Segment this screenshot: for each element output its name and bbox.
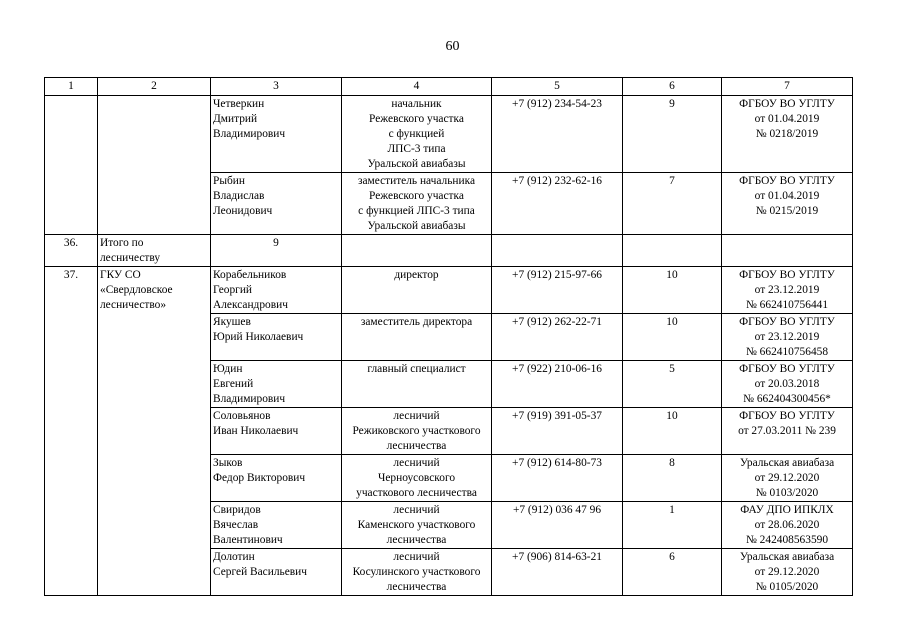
table-row xyxy=(45,96,853,173)
phone-cell: +7 (912) 232-62-16 xyxy=(492,173,623,235)
position-cell: лесничий Косулинского участкового лесничества xyxy=(342,549,492,596)
col-number-4: 4 xyxy=(342,78,492,96)
organization-cell: Итого по лесничеству xyxy=(98,235,211,267)
position-cell: заместитель начальника Режевского участка с функцией ЛПС-3 типа Уральской авиабазы xyxy=(342,173,492,235)
person-name-cell: Долотин Сергей Васильевич xyxy=(211,549,342,596)
person-name-cell: Зыков Федор Викторович xyxy=(211,455,342,502)
experience-cell: 9 xyxy=(623,96,722,173)
experience-cell xyxy=(623,235,722,267)
col-number-2: 2 xyxy=(98,78,211,96)
certificate-cell: Уральская авиабаза от 29.12.2020 № 0105/2020 xyxy=(722,549,853,596)
certificate-cell: ФГБОУ ВО УГЛТУ от 20.03.2018 № 662404300456* xyxy=(722,361,853,408)
experience-cell: 6 xyxy=(623,549,722,596)
position-cell: заместитель директора xyxy=(342,314,492,361)
position-cell: главный специалист xyxy=(342,361,492,408)
phone-cell: +7 (906) 814-63-21 xyxy=(492,549,623,596)
experience-cell: 1 xyxy=(623,502,722,549)
position-cell: начальник Режевского участка с функцией ЛПС-3 типа Уральской авиабазы xyxy=(342,96,492,173)
row-number-cell xyxy=(45,96,98,235)
phone-cell xyxy=(492,235,623,267)
certificate-cell: ФГБОУ ВО УГЛТУ от 01.04.2019 № 0218/2019 xyxy=(722,96,853,173)
person-name-cell: Четверкин Дмитрий Владимирович xyxy=(211,96,342,173)
certificate-cell: ФАУ ДПО ИПКЛХ от 28.06.2020 № 242408563590 xyxy=(722,502,853,549)
position-cell: директор xyxy=(342,267,492,314)
person-name-cell: Юдин Евгений Владимирович xyxy=(211,361,342,408)
certificate-cell: ФГБОУ ВО УГЛТУ от 23.12.2019 № 662410756441 xyxy=(722,267,853,314)
certificate-cell xyxy=(722,235,853,267)
position-cell: лесничий Черноусовского участкового лесничества xyxy=(342,455,492,502)
experience-cell: 5 xyxy=(623,361,722,408)
person-name-cell: Свиридов Вячеслав Валентинович xyxy=(211,502,342,549)
person-name-cell: Соловьянов Иван Николаевич xyxy=(211,408,342,455)
certificate-cell: ФГБОУ ВО УГЛТУ от 27.03.2011 № 239 xyxy=(722,408,853,455)
page-number: 60 xyxy=(445,39,460,54)
experience-cell: 10 xyxy=(623,408,722,455)
certificate-cell: ФГБОУ ВО УГЛТУ от 01.04.2019 № 0215/2019 xyxy=(722,173,853,235)
table-row xyxy=(45,267,853,314)
certificate-cell: ФГБОУ ВО УГЛТУ от 23.12.2019 № 662410756458 xyxy=(722,314,853,361)
phone-cell: +7 (912) 262-22-71 xyxy=(492,314,623,361)
phone-cell: +7 (922) 210-06-16 xyxy=(492,361,623,408)
col-number-6: 6 xyxy=(623,78,722,96)
phone-cell: +7 (919) 391-05-37 xyxy=(492,408,623,455)
experience-cell: 10 xyxy=(623,314,722,361)
col-number-5: 5 xyxy=(492,78,623,96)
col-number-1: 1 xyxy=(45,78,98,96)
person-name-cell: Рыбин Владислав Леонидович xyxy=(211,173,342,235)
phone-cell: +7 (912) 234-54-23 xyxy=(492,96,623,173)
col-number-3: 3 xyxy=(211,78,342,96)
row-number-cell: 36. xyxy=(45,235,98,267)
position-cell: лесничий Каменского участкового лесничества xyxy=(342,502,492,549)
person-name-cell: Якушев Юрий Николаевич xyxy=(211,314,342,361)
total-count-cell: 9 xyxy=(211,235,342,267)
col-number-7: 7 xyxy=(722,78,853,96)
row-number-cell: 37. xyxy=(45,267,98,596)
certificate-cell: Уральская авиабаза от 29.12.2020 № 0103/2020 xyxy=(722,455,853,502)
person-name-cell: Корабельников Георгий Александрович xyxy=(211,267,342,314)
experience-cell: 8 xyxy=(623,455,722,502)
experience-cell: 7 xyxy=(623,173,722,235)
experience-cell: 10 xyxy=(623,267,722,314)
phone-cell: +7 (912) 036 47 96 xyxy=(492,502,623,549)
personnel-table xyxy=(44,77,853,596)
position-cell: лесничий Режиковского участкового лесничества xyxy=(342,408,492,455)
phone-cell: +7 (912) 614-80-73 xyxy=(492,455,623,502)
table-row xyxy=(45,235,853,267)
position-cell xyxy=(342,235,492,267)
column-number-row xyxy=(45,78,853,96)
organization-cell xyxy=(98,96,211,235)
organization-cell: ГКУ СО «Свердловское лесничество» xyxy=(98,267,211,596)
phone-cell: +7 (912) 215-97-66 xyxy=(492,267,623,314)
